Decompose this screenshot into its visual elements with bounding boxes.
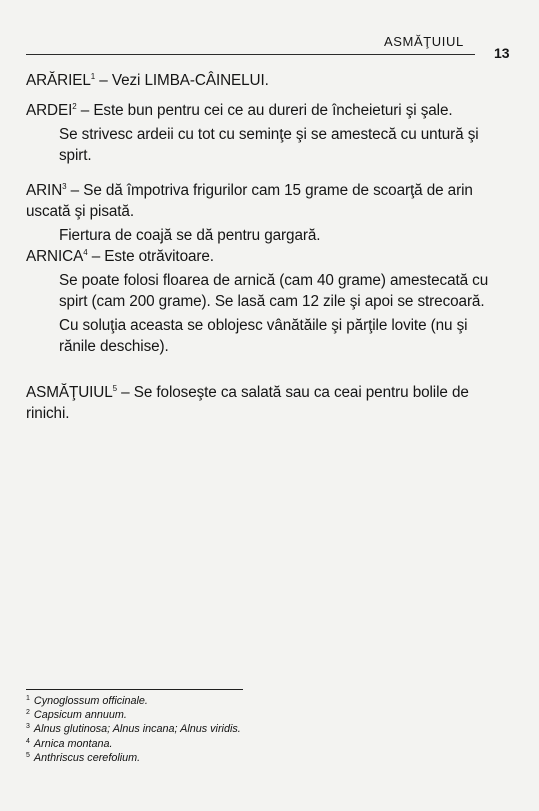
- footnote-number: 1: [26, 695, 30, 702]
- entry-text: – Se foloseşte ca salată sau ca ceai pentru bolile de rinichi.: [26, 384, 469, 422]
- entry-text: – Se dă împotriva frigurilor cam 15 grame de scoarţă de arin uscată şi pisată.: [26, 182, 473, 220]
- entry-continuation: Se poate folosi floarea de arnică (cam 40 grame) amestecată cu spirt (cam 200 grame). Se lasă cam 12 zile şi apoi se strecoară.: [59, 272, 489, 310]
- entry-arin: [26, 180, 506, 246]
- header-rule: [26, 54, 475, 55]
- entry-text: – Vezi LIMBA-CÂINELUI.: [95, 72, 269, 89]
- entry-text: – Este otrăvitoare.: [87, 248, 214, 265]
- entry-continuation: Fiertura de coajă se dă pentru gargară.: [59, 227, 321, 244]
- footnote-ref: 2: [72, 102, 77, 111]
- footnote-text: Cynoglossum officinale.: [33, 695, 148, 707]
- footnote-item: [26, 751, 326, 765]
- entry-term: ASMĂŢUIUL: [26, 384, 113, 401]
- page-number: 13: [494, 45, 510, 61]
- entry-ararie: [26, 70, 506, 91]
- footnote-item: [26, 708, 326, 722]
- footnote-item: [26, 694, 326, 708]
- entry-term: ARNICA: [26, 248, 84, 265]
- footnote-ref: 4: [83, 248, 88, 257]
- footnote-number: 4: [26, 737, 30, 745]
- entry-asmatuiul: [26, 382, 506, 424]
- footnote-text: Arnica montana.: [33, 737, 113, 750]
- footnote-text: Capsicum annuum.: [33, 709, 127, 722]
- footnote-text: Anthriscus cerefolium.: [33, 751, 141, 764]
- entry-text: – Este bun pentru cei ce au dureri de încheieturi şi şale.: [76, 102, 453, 119]
- footnotes: [26, 694, 326, 765]
- entry-continuation: Se strivesc ardeii cu tot cu seminţe şi se amestecă cu untură şi spirt.: [59, 126, 479, 164]
- footnote-number: 3: [26, 723, 30, 731]
- running-head: ASMĂŢUIUL: [384, 34, 464, 49]
- footnote-ref: 3: [62, 182, 67, 191]
- footnote-ref: 1: [90, 72, 96, 81]
- entry-ardei: [26, 100, 506, 166]
- entry-continuation-2: Cu soluţia aceasta se oblojesc vânătăile şi părţile lovite (nu şi rănile deschise).: [59, 317, 468, 355]
- entry-term: ARDEI: [26, 102, 73, 119]
- footnote-number: 2: [26, 709, 30, 717]
- entry-term: ARIN: [26, 182, 63, 199]
- entry-term: ARĂRIEL: [26, 72, 91, 89]
- footnote-item: [26, 722, 326, 736]
- entry-arnica: [26, 246, 506, 357]
- footnote-rule: [26, 689, 243, 690]
- footnote-item: [26, 737, 326, 751]
- footnote-text: Alnus glutinosa; Alnus incana; Alnus viridis.: [33, 723, 241, 736]
- footnote-number: 5: [26, 751, 30, 759]
- footnote-ref: 5: [112, 384, 118, 393]
